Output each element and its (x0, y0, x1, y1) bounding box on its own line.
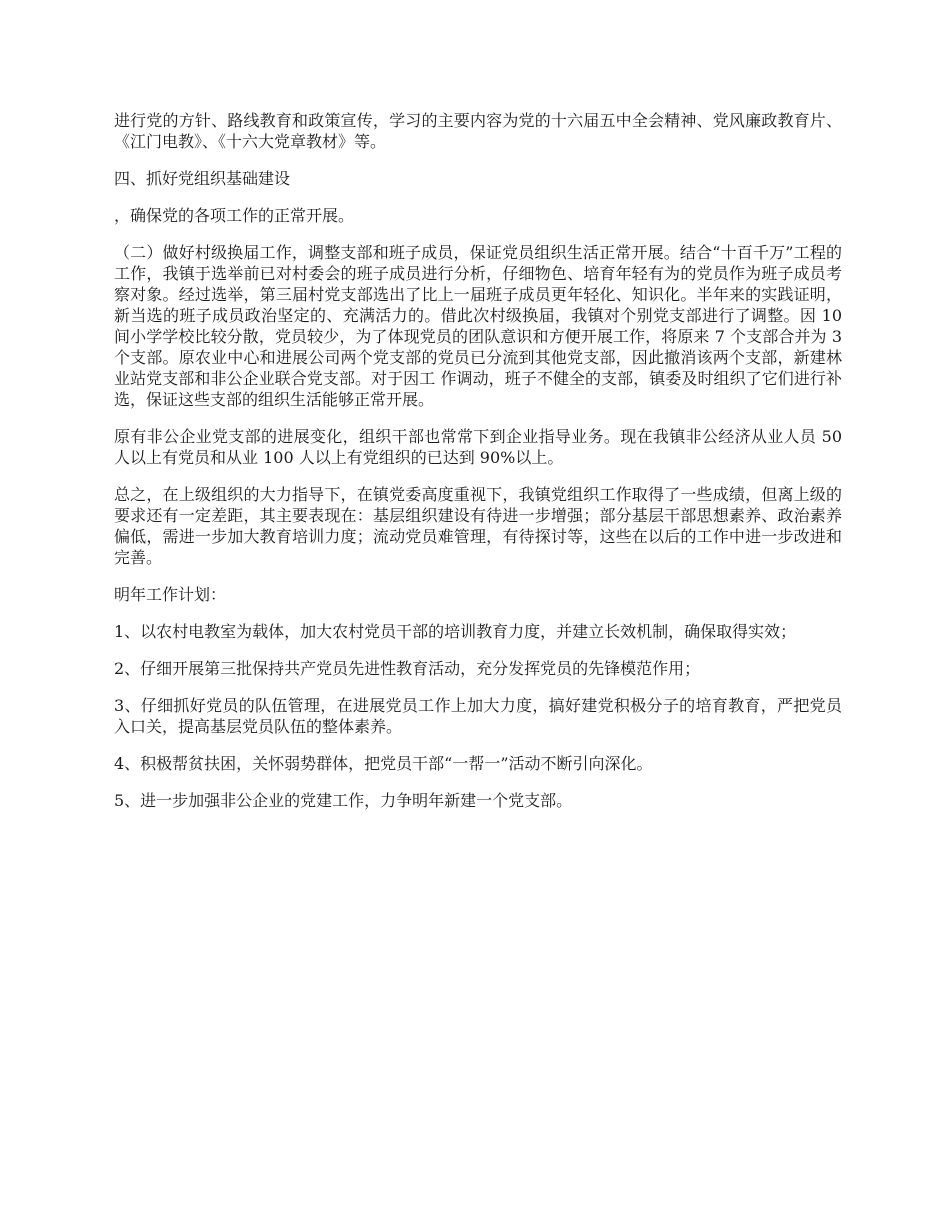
document-body (114, 110, 842, 827)
section-heading-four: 四、抓好党组织基础建设 (114, 169, 291, 188)
paragraph-summary: 总之，在上级组织的大力指导下，在镇党委高度重视下，我镇党组织工作取得了一些成绩，但离上级的要求还有一定差距，其主要表现在：基层组织建设有待进一步增强；部分基层干部思想素养、政治素养偏低，需进一步加大教育培训力度；流动党员难管理，有待探讨等，这些在以后的工作中进一步改进和完善。 (114, 485, 842, 567)
plan-item-1: 1、以农村电教室为载体，加大农村党员干部的培训教育力度，并建立长效机制，确保取得实效； (114, 622, 797, 641)
plan-item-3: 3、仔细抓好党员的队伍管理，在进展党员工作上加大力度，搞好建党积极分子的培育教育，严把党员入口关，提高基层党员队伍的整体素养。 (114, 696, 842, 736)
paragraph-ensure-work: ，确保党的各项工作的正常开展。 (114, 206, 355, 225)
plan-item-2: 2、仔细开展第三批保持共产党员先进性教育活动，充分发挥党员的先锋模范作用； (114, 659, 701, 678)
paragraph-propaganda: 进行党的方针、路线教育和政策宣传，学习的主要内容为党的十六届五中全会精神、党风廉政教育片、《江门电教》、《十六大党章教材》等。 (114, 111, 842, 151)
paragraph-village-election: （二）做好村级换届工作，调整支部和班子成员，保证党员组织生活正常开展。结合“十百千万”工程的工作，我镇于选举前已对村委会的班子成员进行分析，仔细物色、培育年轻有为的党员作为班子成员考察对象。经过选举，第三届村党支部选出了比上一届班子成员更年轻化、知识化。半年来的实践证明，新当选的班子成员政治坚定的、充满活力的。借此次村级换届，我镇对个别党支部进行了调整。因 10 间小学学校比较分散，党员较少，为了体现党员的团队意识和方便开展工作，将原来 7 个支部合并为 3 个支部。原农业中心和进展公司两个党支部的党员已分流到其他党支部，因此撤消该两个支部，新建林业站党支部和非公企业联合党支部。对于因工 作调动，班子不健全的支部，镇委及时组织了它们进行补选，保证这些支部的组织生活能够正常开展。 (114, 243, 842, 409)
plan-item-5: 5、进一步加强非公企业的党建工作，力争明年新建一个党支部。 (114, 791, 573, 810)
plan-heading: 明年工作计划： (114, 585, 227, 604)
paragraph-non-public-enterprise: 原有非公企业党支部的进展变化，组织干部也常常下到企业指导业务。现在我镇非公经济从业人员 50 人以上有党员和从业 100 人以上有党组织的已达到 90%以上。 (114, 427, 842, 467)
plan-item-4: 4、积极帮贫扶困，关怀弱势群体，把党员干部“一帮一”活动不断引向深化。 (114, 754, 653, 773)
